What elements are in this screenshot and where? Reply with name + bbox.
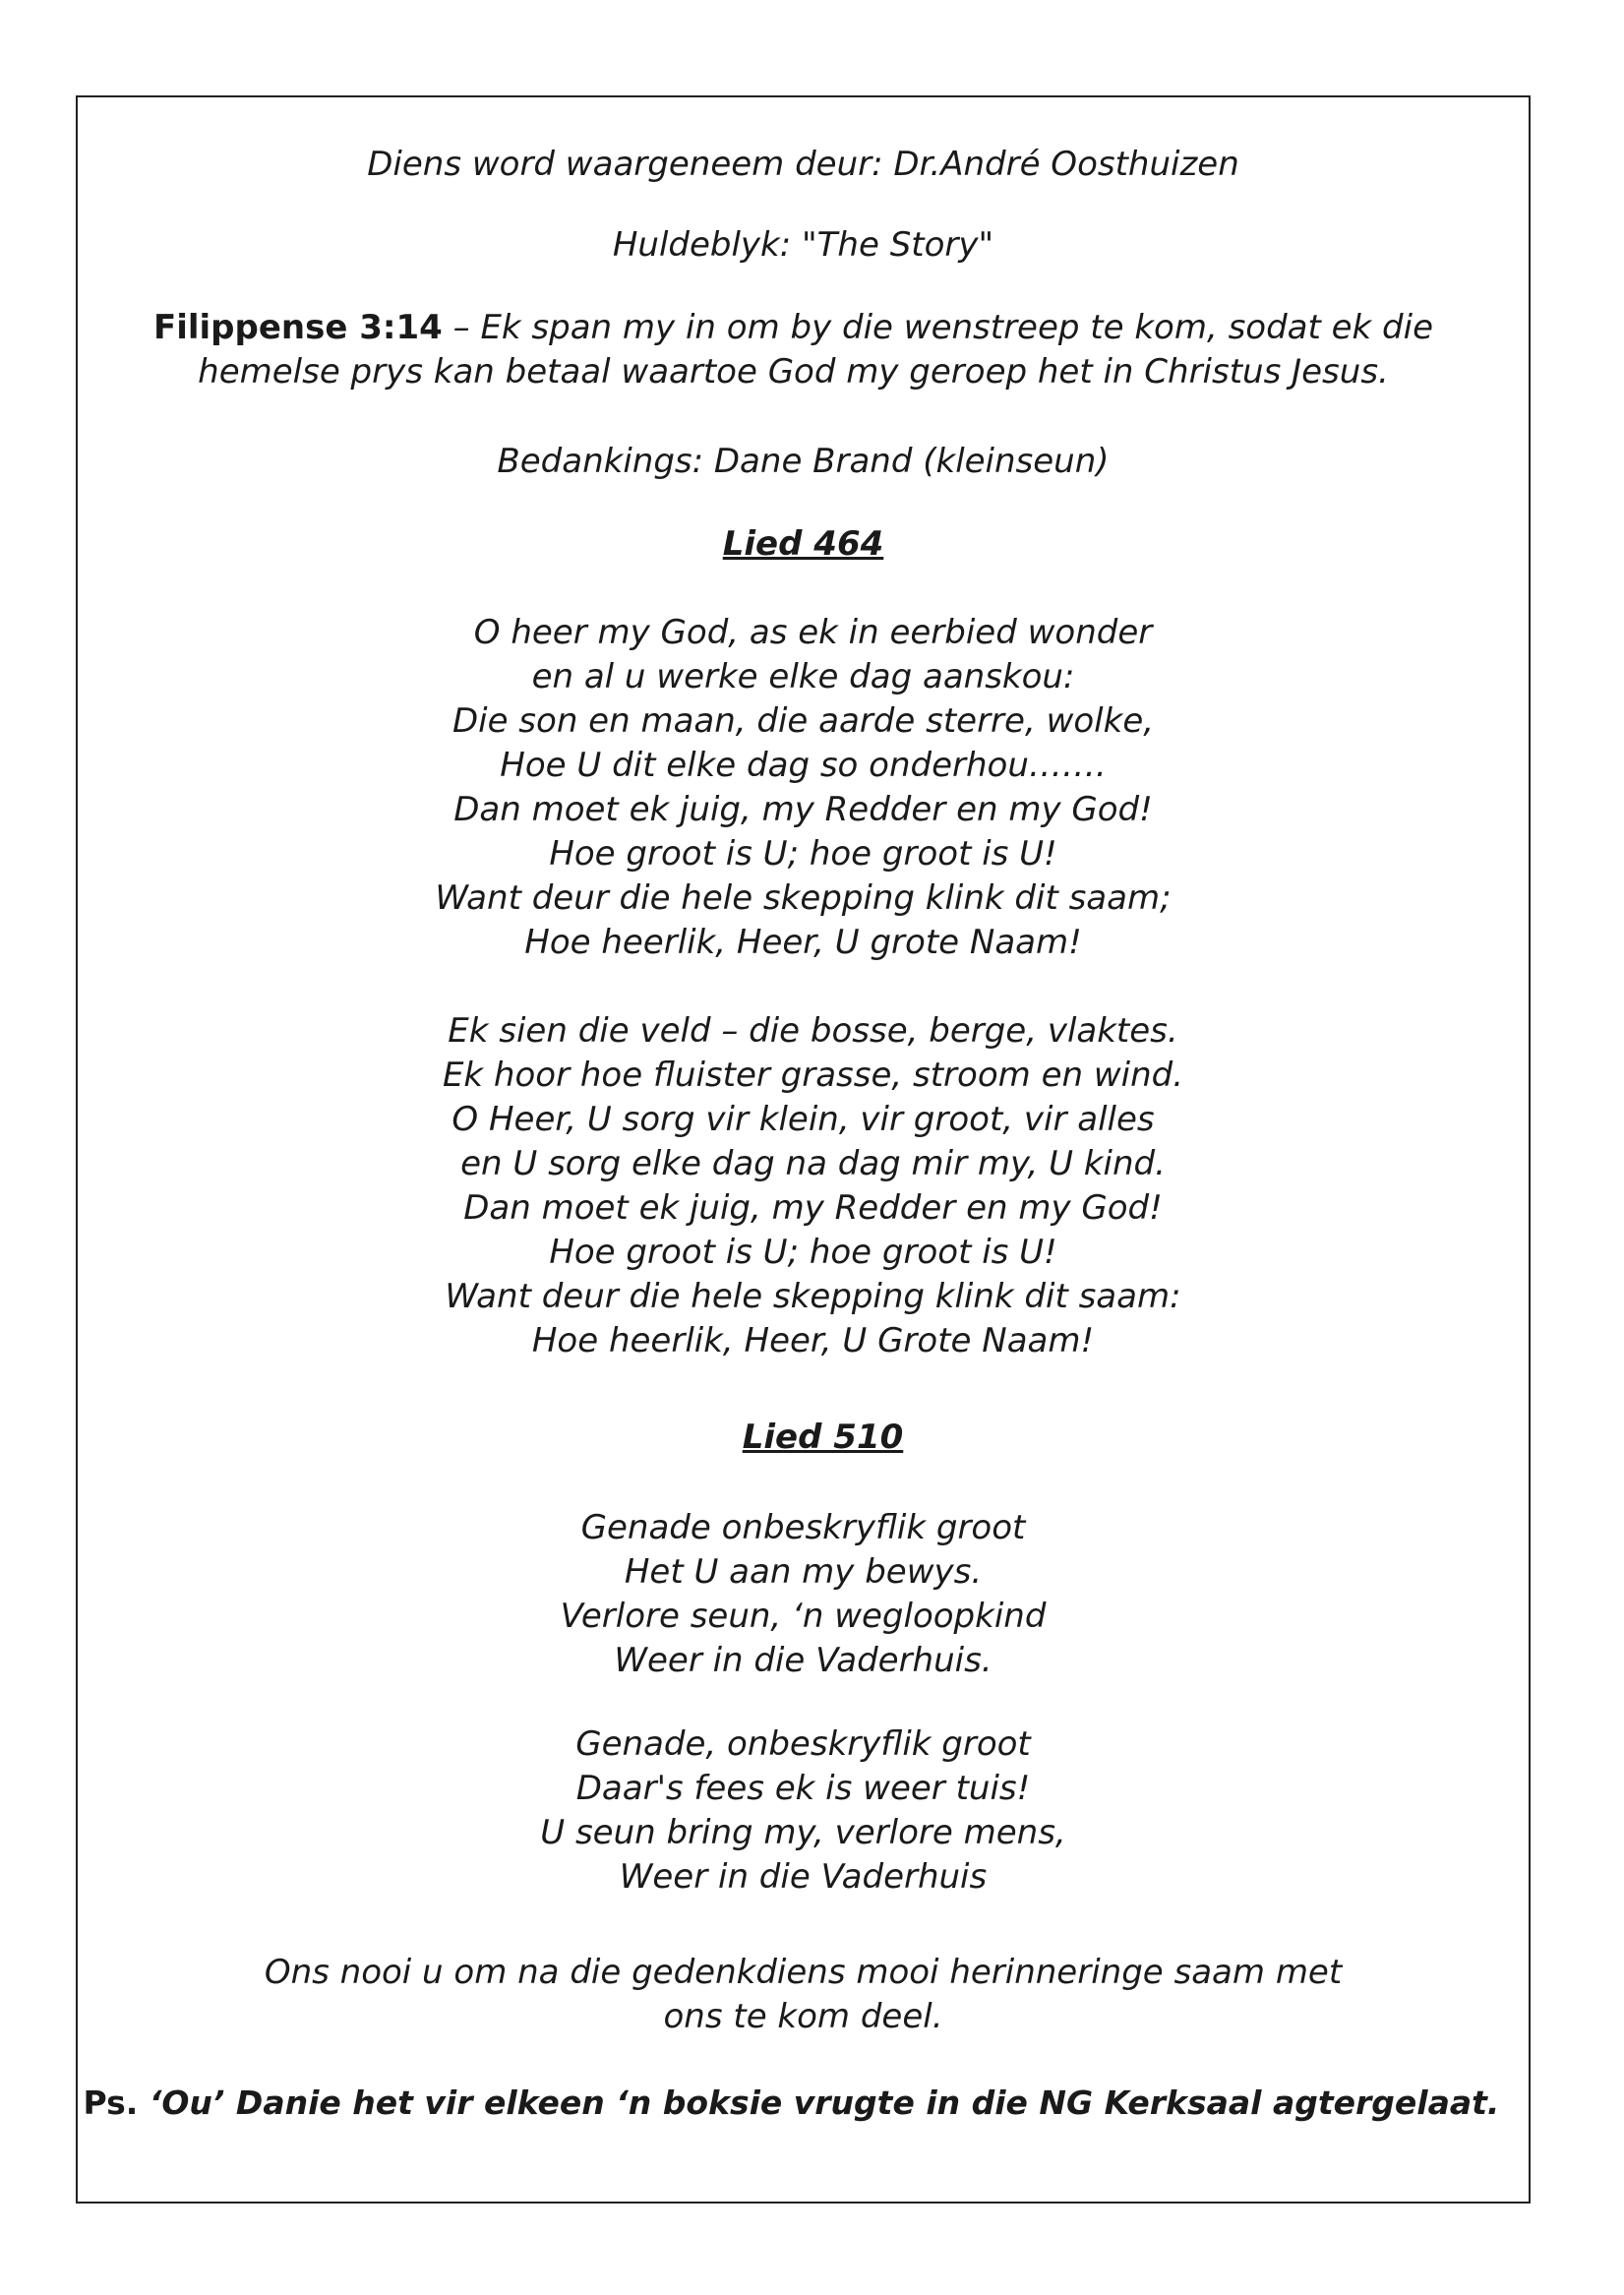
officiant-line: Diens word waargeneem deur: Dr.André Oosthuizen xyxy=(367,145,1239,184)
song1-verse1-line: O heer my God, as ek in eerbied wonder xyxy=(473,613,1153,652)
scripture-text-1: – Ek span my in om by die wenstreep te kom, sodat ek die xyxy=(442,308,1433,347)
postscript-text: ‘Ou’ Danie het vir elkeen ‘n boksie vrugte in die NG Kerksaal agtergelaat. xyxy=(138,2084,1500,2122)
song2-verse1-line: Weer in die Vaderhuis. xyxy=(614,1641,992,1680)
song2-title: Lied 510 xyxy=(742,1418,904,1457)
song1-verse1-line: Want deur die hele skepping klink dit saam; xyxy=(435,878,1172,918)
song2-verse2-line: Weer in die Vaderhuis xyxy=(619,1857,988,1897)
song1-verse1-line: Dan moet ek juig, my Redder en my God! xyxy=(453,790,1153,829)
scripture-line-2: hemelse prys kan betaal waartoe God my geroep het in Christus Jesus. xyxy=(198,352,1389,392)
song1-verse2-line: Ek hoor hoe fluister grasse, stroom en wind. xyxy=(442,1056,1184,1095)
song1-verse1-line: Die son en maan, die aarde sterre, wolke, xyxy=(451,701,1155,741)
song1-verse2-line: Hoe heerlik, Heer, U Grote Naam! xyxy=(531,1321,1095,1360)
song1-verse2-line: Hoe groot is U; hoe groot is U! xyxy=(549,1233,1057,1272)
invitation-line: Ons nooi u om na die gedenkdiens mooi herinneringe saam met xyxy=(264,1953,1343,1992)
postscript xyxy=(66,2081,1517,2125)
tribute-line: Huldeblyk: "The Story" xyxy=(612,225,994,265)
scripture-reference: Filippense 3:14 xyxy=(152,308,443,347)
song1-verse2-line: Want deur die hele skepping klink dit saam: xyxy=(445,1277,1181,1316)
song1-verse2-line: Dan moet ek juig, my Redder en my God! xyxy=(463,1188,1163,1228)
postscript-prefix: Ps. xyxy=(83,2084,139,2122)
song2-verse1-line: Het U aan my bewys. xyxy=(624,1552,983,1592)
song1-verse2-line: Ek sien die veld – die bosse, berge, vlaktes. xyxy=(448,1011,1178,1051)
song2-verse1-line: Verlore seun, ‘n wegloopkind xyxy=(560,1597,1047,1636)
song2-verse2-line: U seun bring my, verlore mens, xyxy=(540,1813,1066,1852)
song1-verse2-line: en U sorg elke dag na dag mir my, U kind. xyxy=(460,1144,1166,1183)
song1-verse1-line: Hoe groot is U; hoe groot is U! xyxy=(549,834,1057,874)
song1-verse1-line: en al u werke elke dag aanskou: xyxy=(531,657,1075,696)
scripture-line-1 xyxy=(68,306,1519,350)
song2-verse2-line: Genade, onbeskryflik groot xyxy=(575,1724,1031,1764)
song1-verse1-line: Hoe heerlik, Heer, U grote Naam! xyxy=(524,923,1082,962)
song2-verse1-line: Genade onbeskryflik groot xyxy=(580,1508,1026,1547)
song1-verse2-line: O Heer, U sorg vir klein, vir groot, vir alles xyxy=(451,1100,1155,1139)
song1-title: Lied 464 xyxy=(722,524,884,564)
song1-verse1-line: Hoe U dit elke dag so onderhou……. xyxy=(500,746,1107,785)
document-border xyxy=(76,95,1531,2204)
invitation-line: ons te kom deel. xyxy=(663,1997,943,2036)
thanks-line: Bedankings: Dane Brand (kleinseun) xyxy=(497,442,1110,481)
song2-verse2-line: Daar's fees ek is weer tuis! xyxy=(575,1769,1031,1808)
